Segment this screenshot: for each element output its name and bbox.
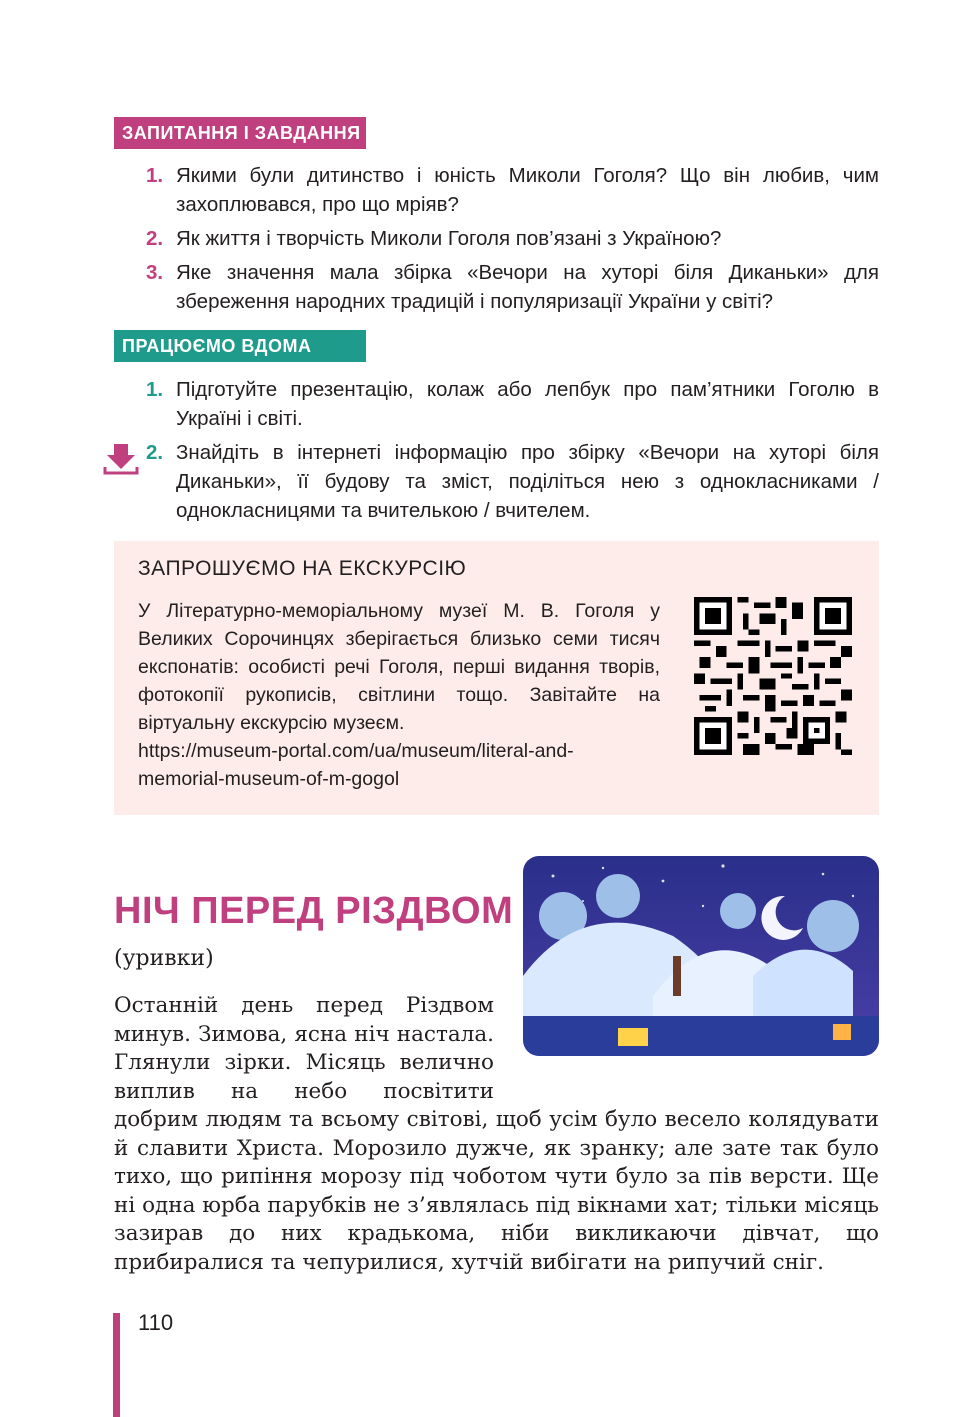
image-spacer — [494, 992, 879, 1080]
item-number: 2. — [146, 227, 164, 250]
story-subtitle: (уривки) — [114, 946, 214, 971]
item-text: Якими були дитинство і юність Миколи Гоголя? Що він любив, чим захоплювався, про що мріяв? — [176, 164, 879, 216]
questions-list — [146, 161, 879, 321]
homework-list — [146, 375, 879, 530]
excursion-description: У Літературно-меморіальному музеї М. В. Гоголя у Великих Сорочинцях зберігається близько семи тисяч експонатів: особисті речі Гоголя, перші видання творів, фотокопії рукописів, світлини тощо. Завітайте на віртуальну екскурсію музеєм. — [138, 600, 660, 734]
page-edge-bar — [113, 1313, 120, 1417]
item-number: 1. — [146, 164, 164, 187]
item-text: Яке значення мала збірка «Вечори на хуторі біля Диканьки» для збереження народних традицій і популяризації України у світі? — [176, 261, 879, 313]
story-title: НІЧ ПЕРЕД РІЗДВОМ — [114, 890, 514, 932]
story-paragraph: Останній день перед Різдвом минув. Зимова, ясна ніч настала. Глянули зірки. Місяць велично виплив на небо посвітити добрим людям та всьому світові, щоб усім було весело колядувати й славити Христа. Морозило дужче, як зранку; але зате так було тихо, що рипіння морозу під чоботом чути було за пів версти. Ще ні одна юрба парубків не з’являлась під вікнами хат; тільки місяць зазирав до них крадькома, ніби викликаючи дівчат, що прибиралися та чепурилися, хутчій вибігати на рипучий сніг. — [114, 993, 879, 1275]
museum-link[interactable]: https://museum-portal.com/ua/museum/literal-and-memorial-museum-of-m-gogol — [138, 740, 574, 790]
list-item — [146, 375, 879, 433]
qr-code[interactable] — [694, 597, 852, 755]
page-number: 110 — [138, 1310, 174, 1335]
item-text: Як життя і творчість Миколи Гоголя пов’язані з Україною? — [176, 227, 722, 250]
item-text: Підготуйте презентацію, колаж або лепбук про пам’ятники Гоголю в Україні і світі. — [176, 378, 879, 430]
item-number: 3. — [146, 261, 164, 284]
list-item — [146, 161, 879, 219]
homework-label: ПРАЦЮЄМО ВДОМА — [114, 330, 366, 362]
download-icon[interactable] — [103, 441, 139, 477]
list-item — [146, 258, 879, 316]
excursion-box — [114, 541, 879, 815]
list-item — [146, 224, 879, 253]
questions-label: ЗАПИТАННЯ І ЗАВДАННЯ — [114, 117, 366, 149]
story-text — [114, 992, 879, 1277]
item-number: 1. — [146, 378, 164, 401]
list-item — [146, 438, 879, 525]
excursion-title: ЗАПРОШУЄМО НА ЕКСКУРСІЮ — [138, 557, 467, 580]
item-text: Знайдіть в інтернеті інформацію про збірку «Вечори на хуторі біля Диканьки», її будову та зміст, поділіться нею з однокласниками / однокласницями та вчителькою / вчителем. — [176, 441, 879, 522]
item-number: 2. — [146, 441, 164, 464]
excursion-text — [138, 597, 660, 793]
